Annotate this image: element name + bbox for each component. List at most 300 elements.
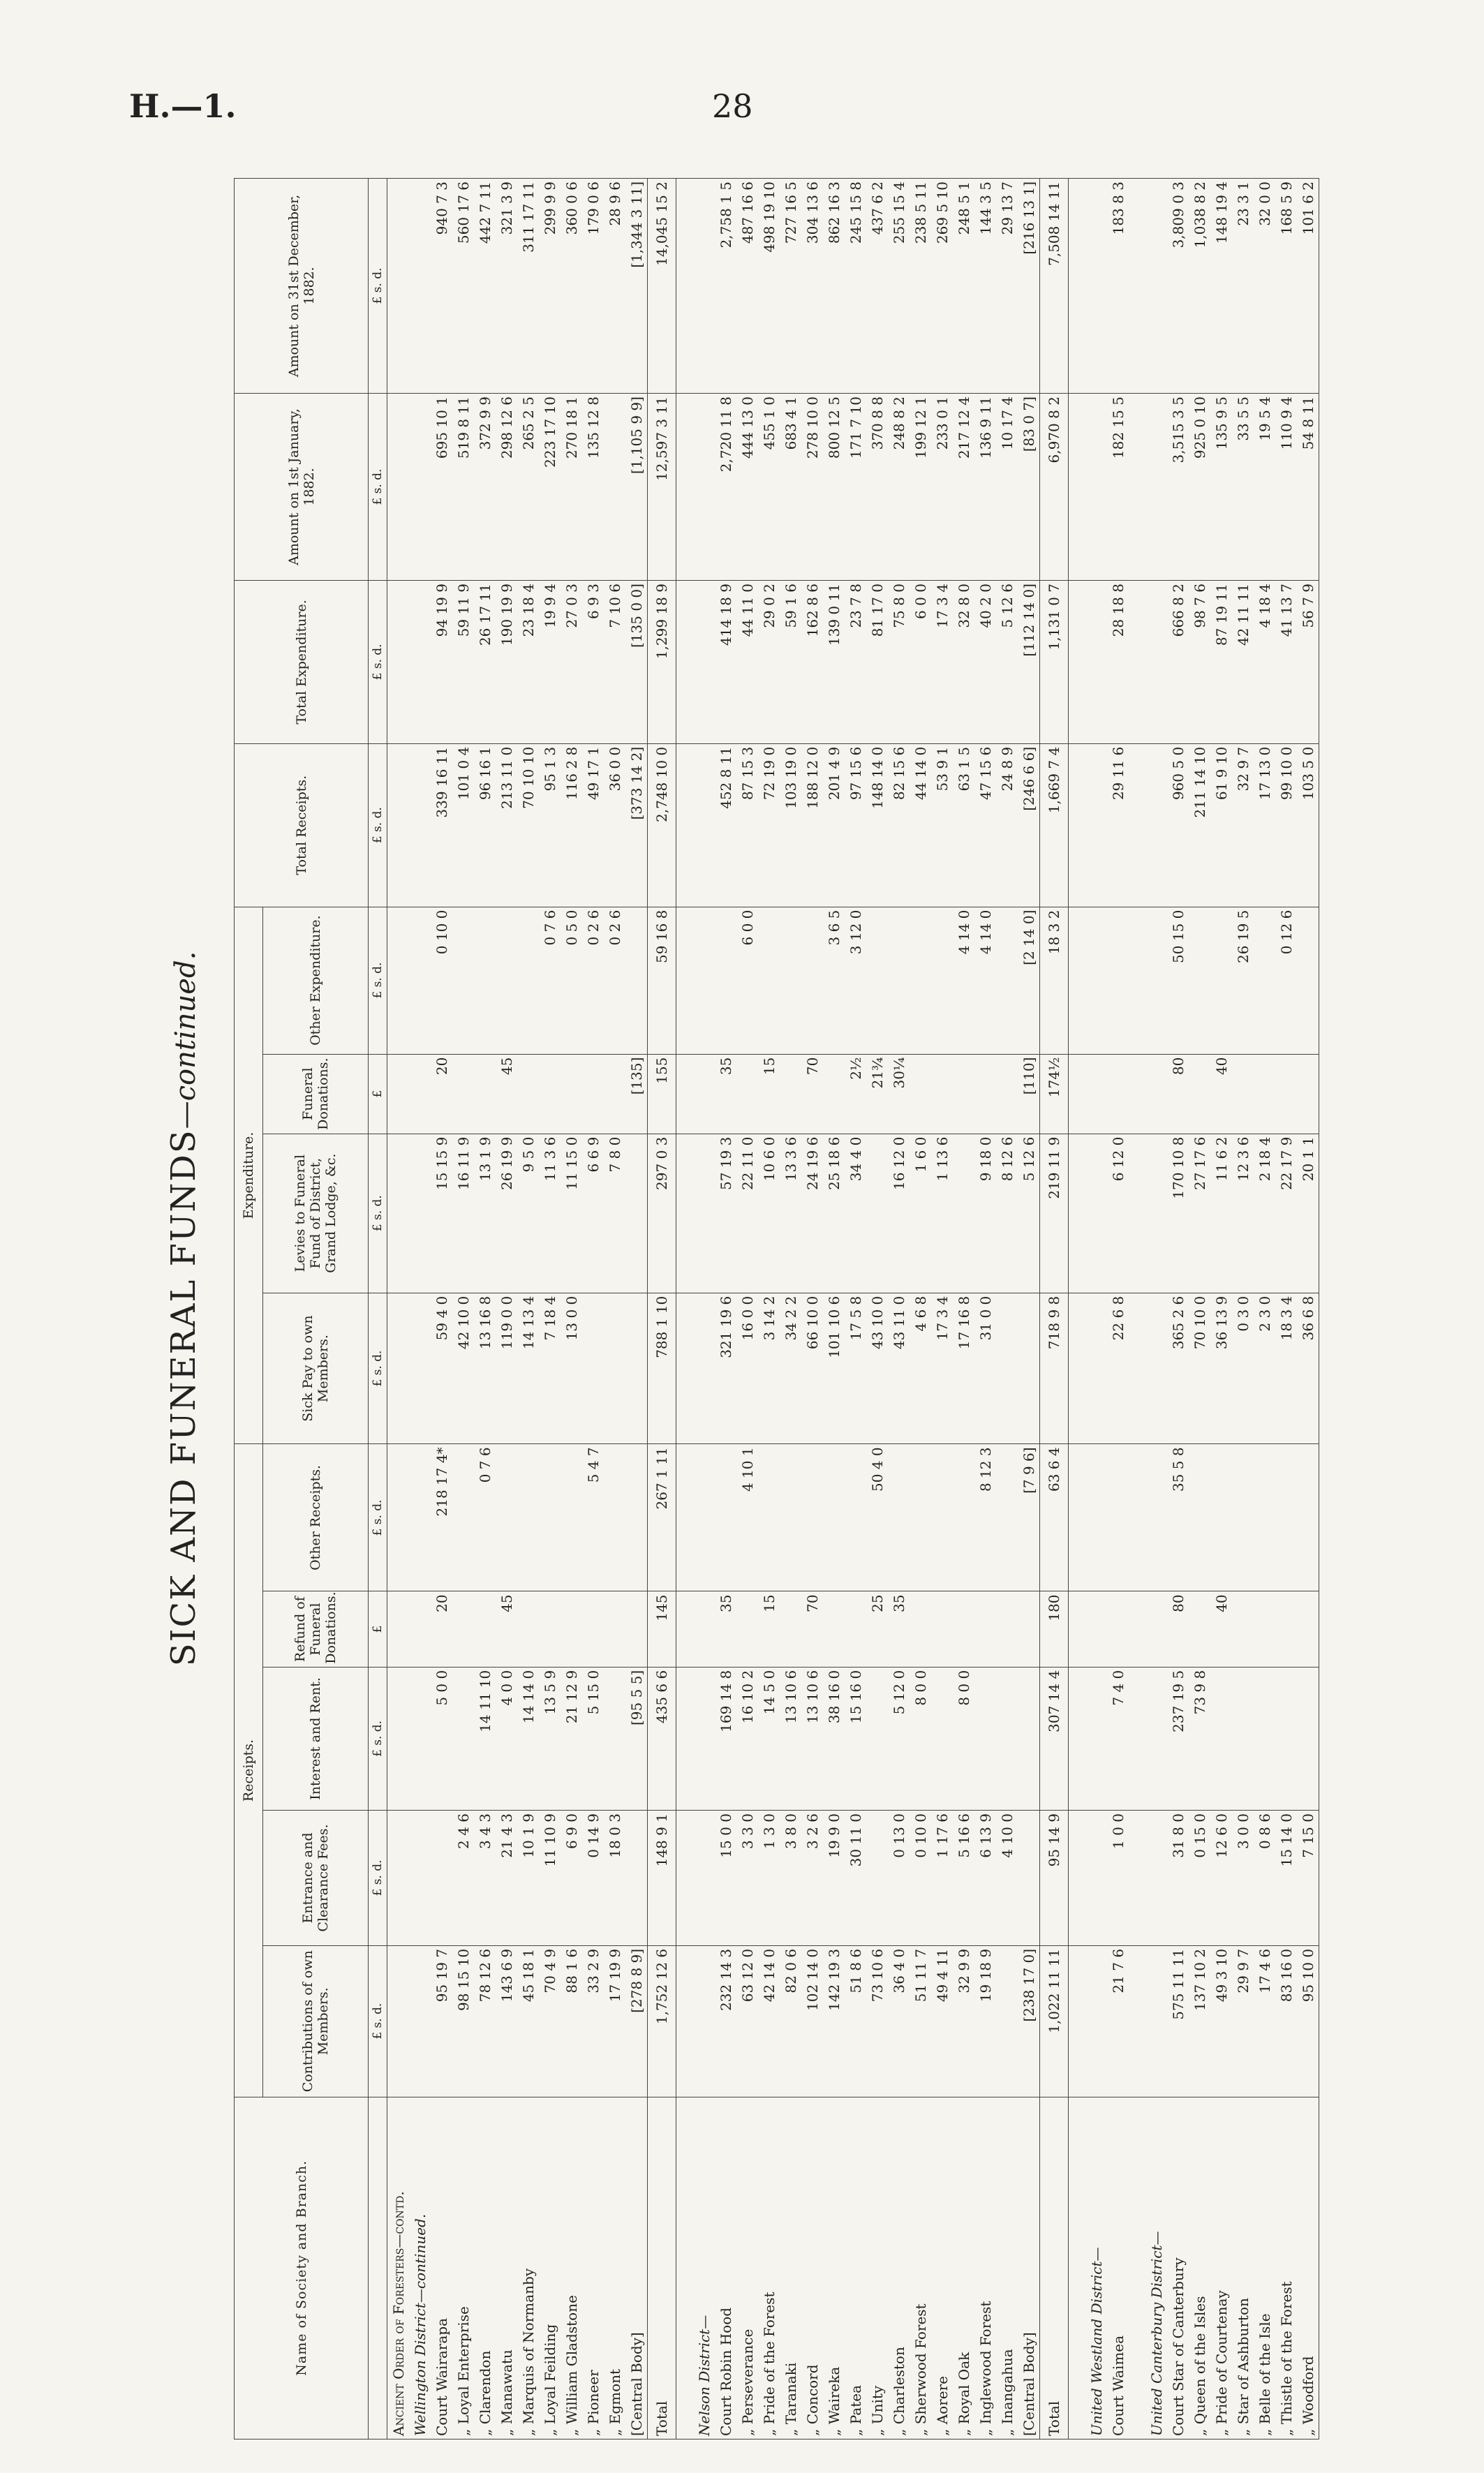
cell-value bbox=[736, 1054, 758, 1134]
cell-value bbox=[1145, 1945, 1167, 2097]
cell-value: 23 3 1 bbox=[1232, 179, 1254, 394]
cell-value bbox=[409, 581, 431, 744]
cell-value bbox=[1145, 1811, 1167, 1946]
cell-value: 54 8 11 bbox=[1297, 394, 1319, 581]
cell-value bbox=[387, 1591, 410, 1667]
cell-value: 1 17 6 bbox=[931, 1811, 953, 1946]
cell-value: 70 10 10 bbox=[517, 743, 539, 907]
table-row bbox=[758, 179, 780, 2439]
cell-value bbox=[953, 1444, 974, 1591]
cell-value bbox=[996, 1945, 1018, 2097]
row-name: Nelson District— bbox=[693, 2097, 715, 2439]
cell-value: 13 16 8 bbox=[474, 1293, 496, 1444]
cell-value: 27 0 3 bbox=[561, 581, 582, 744]
cell-value: 1 0 0 bbox=[1107, 1811, 1129, 1946]
table-row bbox=[561, 179, 582, 2439]
cell-value: 19 9 4 bbox=[539, 581, 561, 744]
cell-value bbox=[387, 1444, 410, 1591]
cell-value: 4 18 4 bbox=[1254, 581, 1275, 744]
cell-value bbox=[1069, 907, 1086, 1054]
row-name: Court Waimea bbox=[1107, 2097, 1129, 2439]
cell-value bbox=[1145, 743, 1167, 907]
cell-value bbox=[996, 1054, 1018, 1134]
cell-value: 145 bbox=[648, 1591, 676, 1667]
unit-label: £ s. d. bbox=[369, 1811, 387, 1946]
row-name: „ Inangahua bbox=[996, 2097, 1018, 2439]
cell-value bbox=[1085, 581, 1107, 744]
cell-value: 143 6 9 bbox=[496, 1945, 517, 2097]
cell-value: 1 3 0 bbox=[758, 1811, 780, 1946]
cell-value: 5 12 6 bbox=[996, 581, 1018, 744]
cell-value: 0 3 0 bbox=[1232, 1293, 1254, 1444]
cell-value: 82 0 6 bbox=[780, 1945, 801, 2097]
cell-value: 278 10 0 bbox=[801, 394, 823, 581]
cell-value: 95 1 3 bbox=[539, 743, 561, 907]
cell-value bbox=[736, 1591, 758, 1667]
col-header-levies: Levies to Funeral Fund of District, Grand Lodge, &c. bbox=[263, 1134, 369, 1293]
cell-value bbox=[1254, 1054, 1275, 1134]
cell-value bbox=[1085, 394, 1107, 581]
cell-value bbox=[1189, 1591, 1210, 1667]
cell-value bbox=[1232, 1444, 1254, 1591]
cell-value bbox=[561, 1591, 582, 1667]
cell-value: 135 9 5 bbox=[1210, 394, 1232, 581]
cell-value: 36 0 0 bbox=[604, 743, 625, 907]
cell-value bbox=[604, 1667, 625, 1810]
cell-value: [110] bbox=[1018, 1054, 1040, 1134]
cell-value: 95 14 9 bbox=[1040, 1811, 1069, 1946]
cell-value: [135 0 0] bbox=[625, 581, 648, 744]
cell-value: 17 5 8 bbox=[845, 1293, 866, 1444]
cell-value bbox=[1129, 743, 1145, 907]
cell-value bbox=[676, 1444, 694, 1591]
cell-value bbox=[1069, 394, 1086, 581]
cell-value: 53 9 1 bbox=[931, 743, 953, 907]
cell-value bbox=[693, 1054, 715, 1134]
cell-value: 1,038 8 2 bbox=[1189, 179, 1210, 394]
cell-value: 81 17 0 bbox=[866, 581, 888, 744]
cell-value bbox=[625, 1293, 648, 1444]
cell-value: 5 15 0 bbox=[582, 1667, 604, 1810]
cell-value: 9 18 0 bbox=[974, 1134, 996, 1293]
col-header-total-receipts: Total Receipts. bbox=[235, 743, 369, 907]
name-column-header: Name of Society and Branch. bbox=[235, 2097, 369, 2439]
cell-value: 5 4 7 bbox=[582, 1444, 604, 1591]
cell-value: 10 6 0 bbox=[758, 1134, 780, 1293]
col-header-interest-rent: Interest and Rent. bbox=[263, 1667, 369, 1810]
cell-value: 148 9 1 bbox=[648, 1811, 676, 1946]
cell-value bbox=[474, 1591, 496, 1667]
row-name: Court Star of Canterbury bbox=[1167, 2097, 1189, 2439]
cell-value: 1,752 12 6 bbox=[648, 1945, 676, 2097]
table-row bbox=[736, 179, 758, 2439]
cell-value bbox=[1107, 1591, 1129, 1667]
cell-value bbox=[625, 1811, 648, 1946]
cell-value bbox=[1069, 1811, 1086, 1946]
cell-value bbox=[539, 1054, 561, 1134]
cell-value: 96 16 1 bbox=[474, 743, 496, 907]
cell-value bbox=[1018, 1667, 1040, 1810]
row-name bbox=[676, 2097, 694, 2439]
cell-value: 219 11 9 bbox=[1040, 1134, 1069, 1293]
cell-value bbox=[780, 1054, 801, 1134]
cell-value bbox=[953, 1591, 974, 1667]
cell-value: 4 6 8 bbox=[910, 1293, 931, 1444]
cell-value: 3 2 6 bbox=[801, 1811, 823, 1946]
cell-value bbox=[409, 1444, 431, 1591]
cell-value bbox=[801, 1444, 823, 1591]
cell-value bbox=[974, 1667, 996, 1810]
cell-value bbox=[1069, 743, 1086, 907]
table-row bbox=[931, 179, 953, 2439]
cell-value: 4 14 0 bbox=[974, 907, 996, 1054]
cell-value: 42 14 0 bbox=[758, 1945, 780, 2097]
cell-value bbox=[845, 1444, 866, 1591]
cell-value bbox=[452, 1054, 474, 1134]
cell-value: 70 bbox=[801, 1591, 823, 1667]
page-number: 28 bbox=[712, 87, 753, 125]
cell-value bbox=[604, 1444, 625, 1591]
cell-value bbox=[676, 394, 694, 581]
cell-value bbox=[1254, 1444, 1275, 1591]
cell-value bbox=[1275, 1444, 1297, 1591]
col-header-total-expenditure: Total Expenditure. bbox=[235, 581, 369, 744]
cell-value: 1,669 7 4 bbox=[1040, 743, 1069, 907]
cell-value: 24 19 6 bbox=[801, 1134, 823, 1293]
cell-value: 19 9 0 bbox=[823, 1811, 845, 1946]
cell-value: 0 8 6 bbox=[1254, 1811, 1275, 1946]
cell-value: 5 16 6 bbox=[953, 1811, 974, 1946]
cell-value: 3 6 5 bbox=[823, 907, 845, 1054]
cell-value bbox=[517, 1054, 539, 1134]
cell-value: 135 12 8 bbox=[582, 394, 604, 581]
cell-value: 1 6 0 bbox=[910, 1134, 931, 1293]
cell-value bbox=[996, 1444, 1018, 1591]
cell-value: 56 7 9 bbox=[1297, 581, 1319, 744]
cell-value bbox=[1069, 1591, 1086, 1667]
cell-value: 16 11 9 bbox=[452, 1134, 474, 1293]
cell-value: 960 5 0 bbox=[1167, 743, 1189, 907]
cell-value: 1,022 11 11 bbox=[1040, 1945, 1069, 2097]
cell-value bbox=[693, 1444, 715, 1591]
table-row bbox=[431, 179, 452, 2439]
cell-value: 41 13 7 bbox=[1275, 581, 1297, 744]
cell-value bbox=[866, 907, 888, 1054]
cell-value bbox=[931, 907, 953, 1054]
cell-value: 16 10 2 bbox=[736, 1667, 758, 1810]
cell-value bbox=[1085, 1134, 1107, 1293]
cell-value: 255 15 4 bbox=[888, 179, 910, 394]
row-name bbox=[1069, 2097, 1086, 2439]
row-name: „ Queen of the Isles bbox=[1189, 2097, 1210, 2439]
cell-value: 43 10 0 bbox=[866, 1293, 888, 1444]
cell-value bbox=[866, 1134, 888, 1293]
row-name: „ Loyal Enterprise bbox=[452, 2097, 474, 2439]
cell-value: 6 0 0 bbox=[736, 907, 758, 1054]
cell-value: 40 2 0 bbox=[974, 581, 996, 744]
cell-value: 70 bbox=[801, 1054, 823, 1134]
cell-value bbox=[715, 1444, 736, 1591]
cell-value: 213 11 0 bbox=[496, 743, 517, 907]
cell-value: 304 13 6 bbox=[801, 179, 823, 394]
cell-value bbox=[409, 1134, 431, 1293]
cell-value: 8 12 3 bbox=[974, 1444, 996, 1591]
row-name: „ Pride of Courtenay bbox=[1210, 2097, 1232, 2439]
cell-value: 44 14 0 bbox=[910, 743, 931, 907]
cell-value bbox=[387, 1811, 410, 1946]
cell-value: 17 3 4 bbox=[931, 581, 953, 744]
cell-value: 12,597 3 11 bbox=[648, 394, 676, 581]
cell-value: 360 0 6 bbox=[561, 179, 582, 394]
cell-value: 0 5 0 bbox=[561, 907, 582, 1054]
cell-value: 339 16 11 bbox=[431, 743, 452, 907]
cell-value bbox=[1018, 1591, 1040, 1667]
cell-value: 102 14 0 bbox=[801, 1945, 823, 2097]
cell-value bbox=[676, 179, 694, 394]
cell-value: 6 6 9 bbox=[582, 1134, 604, 1293]
row-name: „ Charleston bbox=[888, 2097, 910, 2439]
cell-value bbox=[1232, 1591, 1254, 1667]
cell-value: 25 bbox=[866, 1591, 888, 1667]
cell-value bbox=[1069, 1945, 1086, 2097]
cell-value: 370 8 8 bbox=[866, 394, 888, 581]
cell-value: 59 1 6 bbox=[780, 581, 801, 744]
cell-value bbox=[996, 1293, 1018, 1444]
cell-value: 87 19 11 bbox=[1210, 581, 1232, 744]
row-name: „ Star of Ashburton bbox=[1232, 2097, 1254, 2439]
cell-value: 3 14 2 bbox=[758, 1293, 780, 1444]
cell-value: 925 0 10 bbox=[1189, 394, 1210, 581]
cell-value bbox=[1085, 1945, 1107, 2097]
cell-value: 0 13 0 bbox=[888, 1811, 910, 1946]
cell-value: 40 bbox=[1210, 1591, 1232, 1667]
row-name: „ Marquis of Normanby bbox=[517, 2097, 539, 2439]
cell-value: 26 19 9 bbox=[496, 1134, 517, 1293]
cell-value bbox=[715, 907, 736, 1054]
cell-value: 29 11 6 bbox=[1107, 743, 1129, 907]
cell-value bbox=[931, 1054, 953, 1134]
cell-value: 15 bbox=[758, 1591, 780, 1667]
cell-value: 12 3 6 bbox=[1232, 1134, 1254, 1293]
cell-value: 13 3 6 bbox=[780, 1134, 801, 1293]
cell-value bbox=[387, 743, 410, 907]
cell-value: 8 0 0 bbox=[910, 1667, 931, 1810]
cell-value: 32 0 0 bbox=[1254, 179, 1275, 394]
cell-value: 11 3 6 bbox=[539, 1134, 561, 1293]
cell-value: 265 2 5 bbox=[517, 394, 539, 581]
cell-value bbox=[1107, 1444, 1129, 1591]
col-header-funeral-donations: Funeral Donations. bbox=[263, 1054, 369, 1134]
units-blank bbox=[369, 2097, 387, 2439]
cell-value bbox=[676, 1134, 694, 1293]
cell-value: 21 7 6 bbox=[1107, 1945, 1129, 2097]
cell-value bbox=[387, 394, 410, 581]
cell-value: 24 8 9 bbox=[996, 743, 1018, 907]
row-name: „ Royal Oak bbox=[953, 2097, 974, 2439]
cell-value: 190 19 9 bbox=[496, 581, 517, 744]
table-row bbox=[1189, 179, 1210, 2439]
table-row bbox=[996, 179, 1018, 2439]
unit-label: £ bbox=[369, 1591, 387, 1667]
cell-value: [216 13 1] bbox=[1018, 179, 1040, 394]
table-row bbox=[845, 179, 866, 2439]
cell-value: [95 5 5] bbox=[625, 1667, 648, 1810]
cell-value: 435 6 6 bbox=[648, 1667, 676, 1810]
cell-value bbox=[1232, 1054, 1254, 1134]
cell-value bbox=[931, 1444, 953, 1591]
unit-label: £ s. d. bbox=[369, 1945, 387, 2097]
row-name: „ Patea bbox=[845, 2097, 866, 2439]
cell-value: 142 19 3 bbox=[823, 1945, 845, 2097]
cell-value bbox=[1129, 394, 1145, 581]
table-row bbox=[888, 179, 910, 2439]
cell-value: 95 10 0 bbox=[1297, 1945, 1319, 2097]
cell-value bbox=[953, 1054, 974, 1134]
cell-value: 61 9 10 bbox=[1210, 743, 1232, 907]
row-name bbox=[1129, 2097, 1145, 2439]
page-code: H.—1. bbox=[129, 87, 237, 125]
cell-value: [1,344 3 11] bbox=[625, 179, 648, 394]
cell-value: 3,515 3 5 bbox=[1167, 394, 1189, 581]
cell-value: 232 14 3 bbox=[715, 1945, 736, 2097]
cell-value: 70 10 0 bbox=[1189, 1293, 1210, 1444]
cell-value: 20 bbox=[431, 1054, 452, 1134]
cell-value bbox=[974, 1054, 996, 1134]
cell-value: 1,299 18 9 bbox=[648, 581, 676, 744]
cell-value: 45 bbox=[496, 1591, 517, 1667]
cell-value: [1,105 9 9] bbox=[625, 394, 648, 581]
cell-value: 2 3 0 bbox=[1254, 1293, 1275, 1444]
cell-value: 8 0 0 bbox=[953, 1667, 974, 1810]
row-name: „ Manawatu bbox=[496, 2097, 517, 2439]
col-header-other-receipts: Other Receipts. bbox=[263, 1444, 369, 1591]
col-header-amount-jan: Amount on 1st January, 1882. bbox=[235, 394, 369, 581]
cell-value: 21 4 3 bbox=[496, 1811, 517, 1946]
cell-value: 94 19 9 bbox=[431, 581, 452, 744]
cell-value: 51 8 6 bbox=[845, 1945, 866, 2097]
cell-value: 57 19 3 bbox=[715, 1134, 736, 1293]
cell-value: 233 0 1 bbox=[931, 394, 953, 581]
district-heading-row bbox=[1085, 179, 1107, 2439]
row-name: „ Waireka bbox=[823, 2097, 845, 2439]
table-row bbox=[625, 179, 648, 2439]
cell-value bbox=[910, 1591, 931, 1667]
cell-value: 211 14 10 bbox=[1189, 743, 1210, 907]
cell-value: 11 10 9 bbox=[539, 1811, 561, 1946]
cell-value: 27 17 6 bbox=[1189, 1134, 1210, 1293]
cell-value: [278 8 9] bbox=[625, 1945, 648, 2097]
cell-value: 299 9 9 bbox=[539, 179, 561, 394]
cell-value bbox=[758, 1444, 780, 1591]
cell-value bbox=[387, 907, 410, 1054]
cell-value bbox=[866, 1811, 888, 1946]
row-name: [Central Body] bbox=[625, 2097, 648, 2439]
cell-value: 30¼ bbox=[888, 1054, 910, 1134]
cell-value bbox=[676, 907, 694, 1054]
cell-value: 50 4 0 bbox=[866, 1444, 888, 1591]
cell-value bbox=[1129, 1444, 1145, 1591]
row-name: „ Unity bbox=[866, 2097, 888, 2439]
cell-value: 0 14 9 bbox=[582, 1811, 604, 1946]
cell-value bbox=[1129, 1591, 1145, 1667]
cell-value bbox=[676, 1293, 694, 1444]
cell-value bbox=[693, 907, 715, 1054]
cell-value: 10 17 4 bbox=[996, 394, 1018, 581]
cell-value: 718 9 8 bbox=[1040, 1293, 1069, 1444]
spacer-row bbox=[1069, 179, 1086, 2439]
cell-value bbox=[409, 907, 431, 1054]
cell-value: 49 4 11 bbox=[931, 1945, 953, 2097]
unit-label: £ s. d. bbox=[369, 1293, 387, 1444]
cell-value: 13 10 6 bbox=[780, 1667, 801, 1810]
cell-value bbox=[780, 1591, 801, 1667]
cell-value bbox=[1210, 1667, 1232, 1810]
cell-value: 66 10 0 bbox=[801, 1293, 823, 1444]
table-row bbox=[452, 179, 474, 2439]
cell-value bbox=[676, 1945, 694, 2097]
cell-value bbox=[996, 1591, 1018, 1667]
cell-value: 169 14 8 bbox=[715, 1667, 736, 1810]
cell-value: 8 12 6 bbox=[996, 1134, 1018, 1293]
cell-value: 20 bbox=[431, 1591, 452, 1667]
cell-value: 98 15 10 bbox=[452, 1945, 474, 2097]
cell-value: 14 11 10 bbox=[474, 1667, 496, 1810]
cell-value: 666 8 2 bbox=[1167, 581, 1189, 744]
cell-value: 270 18 1 bbox=[561, 394, 582, 581]
row-name: Total bbox=[648, 2097, 676, 2439]
cell-value: 0 7 6 bbox=[539, 907, 561, 1054]
cell-value: 519 8 11 bbox=[452, 394, 474, 581]
col-header-entrance-fees: Entrance and Clearance Fees. bbox=[263, 1811, 369, 1946]
cell-value bbox=[693, 179, 715, 394]
cell-value: 162 8 6 bbox=[801, 581, 823, 744]
cell-value: [373 14 2] bbox=[625, 743, 648, 907]
cell-value: 25 18 6 bbox=[823, 1134, 845, 1293]
cell-value: 0 2 6 bbox=[582, 907, 604, 1054]
cell-value: 452 8 11 bbox=[715, 743, 736, 907]
cell-value: 683 4 1 bbox=[780, 394, 801, 581]
table-row bbox=[1107, 179, 1129, 2439]
cell-value bbox=[1232, 1667, 1254, 1810]
cell-value bbox=[693, 1134, 715, 1293]
cell-value: 23 7 8 bbox=[845, 581, 866, 744]
society-heading-row bbox=[387, 179, 410, 2439]
cell-value bbox=[931, 1667, 953, 1810]
cell-value: 788 1 10 bbox=[648, 1293, 676, 1444]
cell-value bbox=[693, 1667, 715, 1810]
cell-value bbox=[1210, 1444, 1232, 1591]
cell-value: [83 0 7] bbox=[1018, 394, 1040, 581]
cell-value: 116 2 8 bbox=[561, 743, 582, 907]
cell-value bbox=[496, 1444, 517, 1591]
cell-value: 15 bbox=[758, 1054, 780, 1134]
cell-value bbox=[676, 1667, 694, 1810]
cell-value: 5 12 6 bbox=[1018, 1134, 1040, 1293]
cell-value: 17 19 9 bbox=[604, 1945, 625, 2097]
table-row bbox=[604, 179, 625, 2439]
document-title bbox=[164, 178, 203, 2439]
cell-value bbox=[387, 1134, 410, 1293]
table-row bbox=[715, 179, 736, 2439]
cell-value: 6 9 3 bbox=[582, 581, 604, 744]
cell-value: 119 0 0 bbox=[496, 1293, 517, 1444]
table-row bbox=[1018, 179, 1040, 2439]
cell-value: 35 bbox=[888, 1591, 910, 1667]
row-name: Court Wairarapa bbox=[431, 2097, 452, 2439]
cell-value: [7 9 6] bbox=[1018, 1444, 1040, 1591]
cell-value: 311 17 11 bbox=[517, 179, 539, 394]
cell-value bbox=[1069, 581, 1086, 744]
